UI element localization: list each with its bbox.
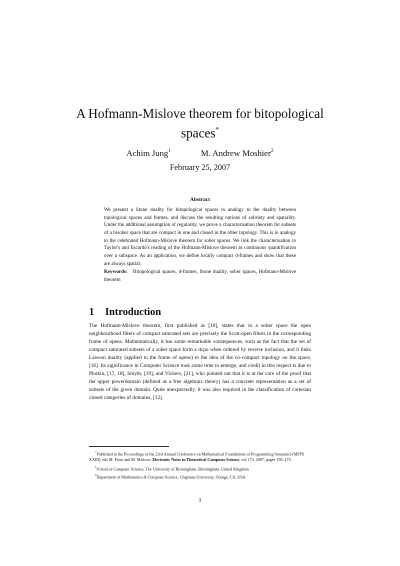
footnote-text: School of Computer Science, The University of Birmingham, Birmingham, United Kingdom — [96, 465, 249, 471]
footnote — [89, 472, 311, 480]
keywords-text: Bitopological spaces, d-frames, Stone duality, sober spaces, Hofmann-Mislove theorem — [104, 269, 296, 283]
author — [201, 148, 274, 158]
footnote — [89, 464, 311, 472]
author-list — [80, 148, 320, 158]
footnote-journal: Electronic Notes in Theoretical Computer Science — [152, 457, 240, 463]
author-name: Achim Jung — [126, 148, 169, 158]
footnote-text: Published in the Proceedings of the 23rd Annual Conference on Mathematical Foundations of Programming Semantics (MFPS XXIII), eds M. Fiore and M. Mislove, — [89, 451, 305, 463]
title-footnote-mark: * — [215, 126, 219, 134]
footnote-mark: 1 — [95, 464, 97, 469]
footnote — [89, 449, 311, 464]
footnotes — [89, 449, 311, 480]
author — [126, 148, 171, 158]
paper-title-text: A Hofmann-Mislove theorem for bitopological spaces — [76, 106, 324, 141]
footnote-mark: * — [95, 450, 97, 454]
author-footnote-mark: 1 — [168, 148, 171, 155]
introduction-paragraph: The Hofmann-Mislove theorem, first published as [10], states that in a sober space the open neighbourhood filters of compact saturated sets are precisely the Scott-open filters in the corresponding frame of opens. Mathematically, it has some remarkable consequences, such as the fact that the set of compact saturated subsets of a sober space form a dcpo when ordered by reverse inclusion, and it links Lawson duality (applied to the frame of opens) to the idea of the co-compact topology on the space, [16]. Its significance in Computer Science took some time to emerge, and credit in this respect is due to Plotkin, [17, 18], Smyth, [19], and Vickers, [21], who pointed out that it is at the core of the proof that the upper powerdomain (defined as a free algebraic theory) has a concrete representation as a set of subsets of the given domain. Quite unexpectedly, it was also required in the classification of cartesian closed categories of domains, [12]. — [89, 323, 311, 402]
section-number: 1 — [89, 307, 95, 318]
footnote-divider — [89, 446, 169, 447]
abstract-heading: Abstract — [189, 197, 211, 203]
section-title: Introduction — [105, 307, 162, 318]
footnote-text: Department of Mathematics & Computer Science, Chapman University, Orange, CA, USA — [96, 474, 246, 480]
footnote-mark: 2 — [95, 473, 97, 477]
paper-date: February 25, 2007 — [169, 163, 231, 172]
keywords-label: Keywords: — [104, 269, 128, 275]
paper-title — [60, 106, 340, 141]
author-name: M. Andrew Moshier — [200, 148, 271, 158]
section-heading — [89, 307, 161, 318]
abstract-text: We present a Stone duality for bitopological spaces in analogy to the duality between topological spaces and frames, and discuss the resulting notions of sobriety and spatiality. Under the additional assumption of regularity, we prove a characterisation theorem for subsets of a bisober space that are compact in one and closed in the other topology. This is in analogy to the celebrated Hofmann-Mislove theorem for sober spaces. We link the characterisation to Taylor's and Escardó's reading of the Hofmann-Mislove theorem as continuous quantification over a subspace. As an application, we define locally compact d-frames and show that these are always spatial. — [104, 207, 296, 267]
footnote-text-tail: , vol 173, 2007, pages 159–175. — [239, 457, 292, 463]
page-number: 1 — [198, 498, 202, 504]
keywords — [104, 269, 296, 284]
author-footnote-mark: 2 — [270, 148, 274, 155]
